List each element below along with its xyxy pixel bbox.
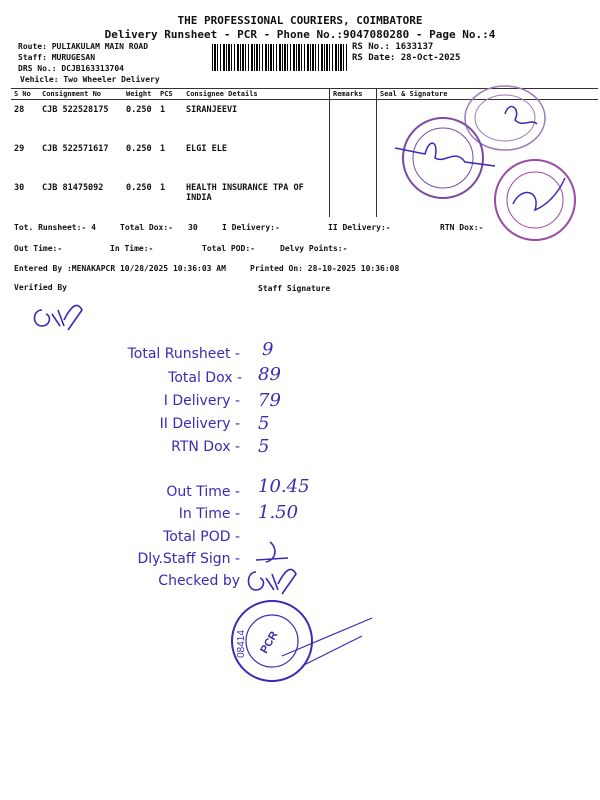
printed-on: Printed On: 28-10-2025 10:36:08 (250, 264, 400, 273)
row-sno: 30 (14, 183, 25, 193)
col-consignment: Consignment No (39, 89, 123, 100)
row-pcs: 1 (160, 144, 166, 154)
drs-label: DRS No.: DCJB163313704 (18, 64, 124, 73)
pcr-round-seal (222, 596, 392, 696)
row-sno: 28 (14, 105, 25, 115)
row-remarks (330, 100, 377, 140)
col-pcs: PCS (157, 89, 183, 100)
delvy-points-label: Delvy Points:- (280, 244, 348, 253)
form-total-runsheet-value: 9 (262, 339, 274, 360)
row-pcs: 1 (160, 183, 166, 193)
row-consignment: CJB 81475092 (42, 183, 104, 193)
verified-by-label: Verified By (14, 283, 67, 292)
total-dox-value: 30 (188, 223, 198, 232)
out-time-label: Out Time:- (14, 244, 63, 253)
in-time-label: In Time:- (110, 244, 154, 253)
form-rtn-dox-label: RTN Dox - (171, 439, 240, 455)
row-sno: 29 (14, 144, 25, 154)
form-out-time-label: Out Time - (166, 484, 240, 500)
i-delivery-label: I Delivery:- (222, 223, 280, 232)
form-ii-delivery-value: 5 (258, 413, 270, 434)
form-total-dox-value: 89 (258, 364, 281, 385)
total-dox-label: Total Dox:- (120, 223, 173, 232)
rs-date: RS Date: 28-Oct-2025 (352, 53, 461, 63)
vehicle-label: Vehicle: Two Wheeler Delivery (20, 75, 160, 84)
col-remarks: Remarks (330, 89, 377, 100)
verified-signature (28, 296, 98, 336)
form-total-runsheet-label: Total Runsheet - (127, 346, 240, 362)
document-title: THE PROFESSIONAL COURIERS, COIMBATORE (177, 14, 423, 27)
row-weight: 0.250 (126, 144, 152, 154)
row-consignment: CJB 522528175 (42, 105, 109, 115)
entered-by: Entered By :MENAKAPCR 10/28/2025 10:36:03 AM (14, 264, 226, 273)
col-consignee: Consignee Details (183, 89, 330, 100)
row-consignee: ELGI ELE (183, 139, 330, 178)
col-seal-signature: Seal & Signature (377, 89, 599, 100)
row-pcs: 1 (160, 105, 166, 115)
row-weight: 0.250 (126, 105, 152, 115)
row-remarks (330, 139, 377, 178)
row-remarks (330, 178, 377, 217)
rs-number: RS No.: 1633137 (352, 42, 434, 52)
rtn-dox-label: RTN Dox:- (440, 223, 484, 232)
staff-signature-label: Staff Signature (258, 284, 331, 293)
staff-label: Staff: MURUGESAN (18, 53, 96, 62)
form-i-delivery-value: 79 (258, 390, 281, 411)
row-consignment: CJB 522571617 (42, 144, 109, 154)
checked-by-signature (244, 562, 304, 598)
row-weight: 0.250 (126, 183, 152, 193)
route-label: Route: PULIAKULAM MAIN ROAD (18, 42, 149, 51)
form-total-pod-label: Total POD - (163, 529, 240, 545)
form-out-time-value: 10.45 (258, 476, 310, 497)
tot-runsheet: Tot. Runsheet:- 4 (14, 223, 96, 232)
row-consignee: HEALTH INSURANCE TPA OF INDIA (183, 178, 330, 217)
col-weight: Weight (123, 89, 157, 100)
ii-delivery-label: II Delivery:- (328, 223, 391, 232)
form-i-delivery-label: I Delivery - (163, 393, 240, 409)
delivery-seals (395, 78, 600, 248)
form-in-time-value: 1.50 (258, 502, 299, 523)
form-checked-by-label: Checked by (158, 573, 240, 589)
total-pod-label: Total POD:- (202, 244, 255, 253)
seal-text: PCR (258, 629, 281, 656)
seal-number: 08414 (236, 630, 247, 658)
row-consignee: SIRANJEEVI (183, 100, 330, 140)
document-subtitle: Delivery Runsheet - PCR - Phone No.:9047080280 - Page No.:4 (104, 28, 496, 41)
form-in-time-label: In Time - (178, 506, 240, 522)
form-ii-delivery-label: II Delivery - (159, 416, 240, 432)
form-staff-sign-label: Dly.Staff Sign - (137, 551, 240, 567)
col-sno: S No (11, 89, 39, 100)
form-rtn-dox-value: 5 (258, 436, 270, 457)
form-total-dox-label: Total Dox - (168, 370, 242, 386)
barcode (212, 44, 348, 71)
